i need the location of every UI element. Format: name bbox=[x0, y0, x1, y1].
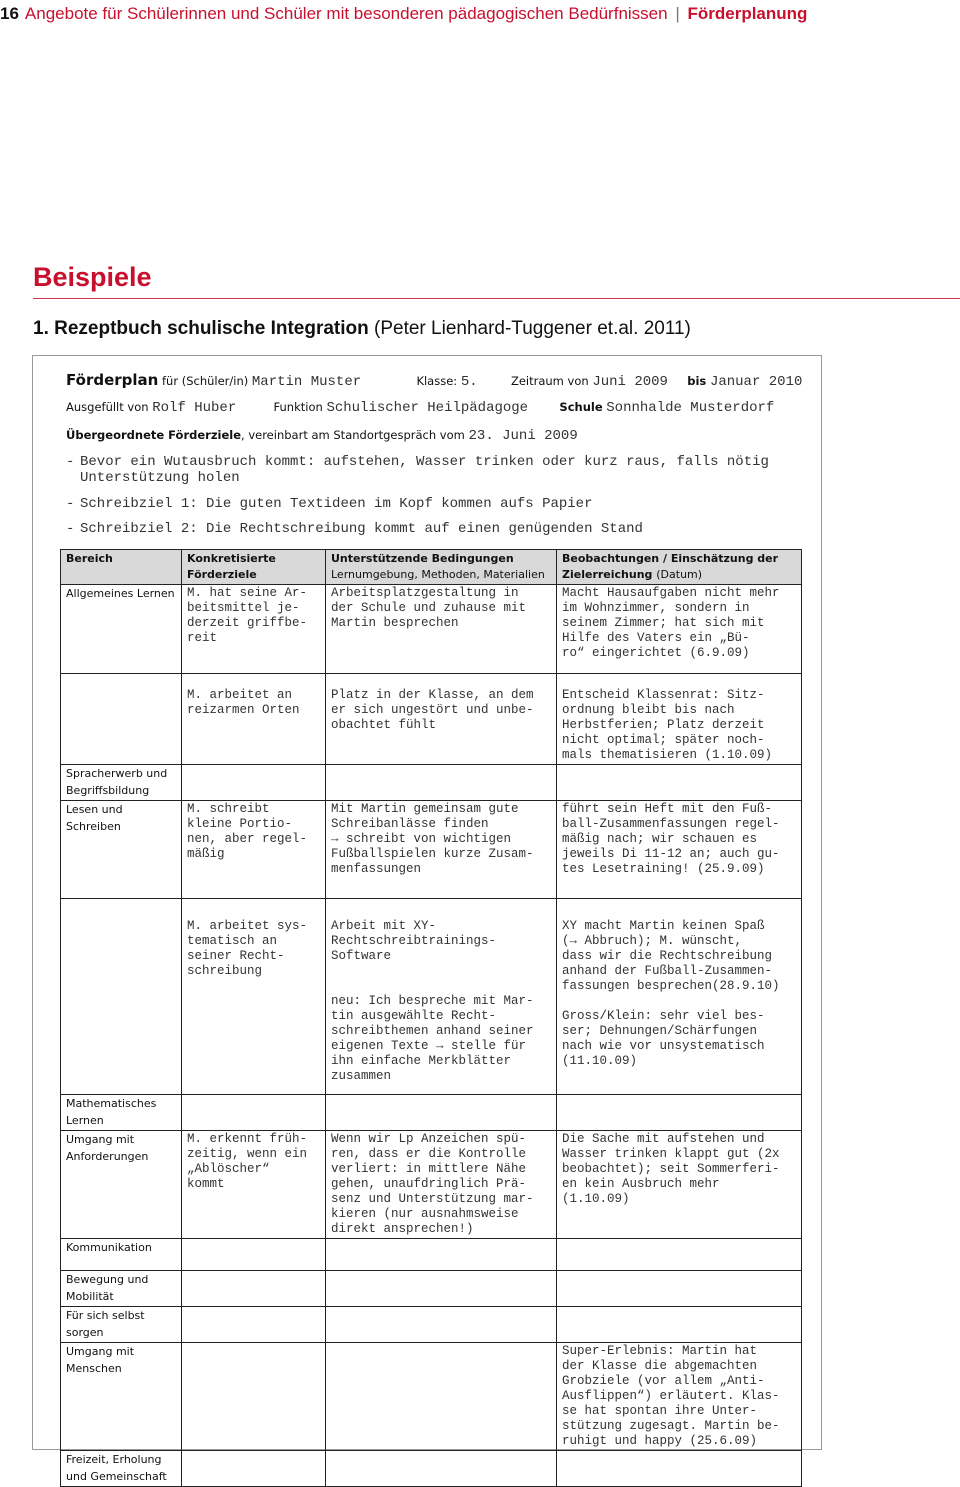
area-cell: Mathematisches Lernen bbox=[61, 1095, 182, 1131]
filled-by: Rolf Huber bbox=[152, 400, 237, 416]
area-cell: Spracherwerb und Begriffsbildung bbox=[61, 765, 182, 801]
area-cell: Lesen und Schreiben bbox=[61, 801, 182, 899]
area-cell: Kommunikation bbox=[61, 1239, 182, 1271]
observation-cell bbox=[557, 1451, 802, 1487]
area-cell: Für sich selbst sorgen bbox=[61, 1307, 182, 1343]
goal-item: - Bevor ein Wutausbruch kommt: aufstehen, Wasser trinken oder kurz raus, falls nötig Unterstützung holen bbox=[66, 454, 806, 486]
condition-cell bbox=[326, 1095, 557, 1131]
area-cell: Freizeit, Erholung und Gemeinschaft bbox=[61, 1451, 182, 1487]
student-name: Martin Muster bbox=[251, 374, 362, 390]
header-goals: Konkretisierte Förderziele bbox=[182, 550, 326, 585]
period-from: Juni 2009 bbox=[592, 374, 668, 390]
section-title: Beispiele bbox=[33, 262, 152, 292]
goal-text: Schreibziel 1: Die guten Textideen im Kopf kommen aufs Papier bbox=[80, 496, 593, 512]
observation-cell: XY macht Martin keinen Spaß (→ Abbruch); M. wünscht, dass wir die Rechtschreibung anhand der Fußball-Zusammen- fassungen besprechen(28.9.10) Gross/Klein: sehr viel bes- ser; Dehnungen/Schärfungen nach wie vor unsystematisch (11.10.09) bbox=[557, 899, 802, 1095]
area-cell: Umgang mit Menschen bbox=[61, 1343, 182, 1451]
goals-date: 23. Juni 2009 bbox=[468, 428, 578, 444]
table-row bbox=[61, 1343, 802, 1451]
form-header-line-2 bbox=[66, 400, 774, 416]
section-divider bbox=[33, 298, 960, 299]
example-subtitle-citation: (Peter Lienhard-Tuggener et.al. 2011) bbox=[374, 318, 691, 339]
running-head-section: Förderplanung bbox=[687, 4, 808, 23]
header-area: Bereich bbox=[61, 550, 182, 585]
observation-cell: Super-Erlebnis: Martin hat der Klasse die abgemachten Grobziele (vor allem „Anti- Ausflippen“) erläutert. Klas- se hat spontan ihre Unter- stützung zugesagt. Martin be- ruhigt und happy (25.6.09) bbox=[557, 1343, 802, 1451]
period-from-label: Zeitraum von bbox=[510, 374, 589, 388]
function-value: Schulischer Heilpädagoge bbox=[326, 400, 529, 416]
area-cell: Bewegung und Mobilität bbox=[61, 1271, 182, 1307]
goal-item: - Schreibziel 2: Die Rechtschreibung kommt auf einen genügenden Stand bbox=[66, 521, 806, 537]
table-row bbox=[61, 765, 802, 801]
header-observations: Beobachtungen / Einschätzung der Zielerreichung (Datum) bbox=[557, 550, 802, 585]
goals-label: Übergeordnete Förderziele bbox=[66, 428, 242, 442]
goal-cell: M. schreibt kleine Portio- nen, aber regel- mäßig bbox=[182, 801, 326, 899]
condition-cell bbox=[326, 1271, 557, 1307]
area-cell bbox=[61, 674, 182, 765]
area-cell: Umgang mit Anforderungen bbox=[61, 1131, 182, 1239]
condition-cell bbox=[326, 1451, 557, 1487]
goals-label-rest: , vereinbart am Standortgespräch vom bbox=[241, 428, 465, 442]
form-title: Förderplan bbox=[66, 371, 159, 389]
form-header-line-3 bbox=[66, 428, 578, 444]
table-header-row bbox=[61, 550, 802, 585]
goal-cell bbox=[182, 1307, 326, 1343]
observation-cell: Die Sache mit aufstehen und Wasser trinken klappt gut (2x beobachtet); seit Sommerferi- en kein Ausbruch mehr (1.10.09) bbox=[557, 1131, 802, 1239]
goal-cell bbox=[182, 1271, 326, 1307]
goal-cell: M. arbeitet an reizarmen Orten bbox=[182, 674, 326, 765]
goal-text: Schreibziel 2: Die Rechtschreibung kommt auf einen genügenden Stand bbox=[80, 521, 643, 537]
condition-cell bbox=[326, 1239, 557, 1271]
table-row bbox=[61, 1095, 802, 1131]
condition-cell: Mit Martin gemeinsam gute Schreibanlässe finden → schreibt von wichtigen Fußballspielen kurze Zusam- menfassungen bbox=[326, 801, 557, 899]
observation-cell: Macht Hausaufgaben nicht mehr im Wohnzimmer, sondern in seinem Zimmer; hat sich mit Hilfe des Vaters ein „Bü- ro“ eingerichtet (6.9.09) bbox=[557, 585, 802, 674]
observation-cell bbox=[557, 765, 802, 801]
period-to-label: bis bbox=[687, 374, 707, 388]
goal-text: Bevor ein Wutausbruch kommt: aufstehen, Wasser trinken oder kurz raus, falls nötig Unterstützung holen bbox=[80, 454, 769, 486]
goal-cell: M. arbeitet sys- tematisch an seiner Recht- schreibung bbox=[182, 899, 326, 1095]
running-head-separator: | bbox=[675, 4, 680, 23]
table-row bbox=[61, 1451, 802, 1487]
class-value: 5. bbox=[460, 374, 478, 390]
running-head-text: Angebote für Schülerinnen und Schüler mit besonderen pädagogischen Bedürfnissen bbox=[24, 4, 668, 23]
condition-cell bbox=[326, 1307, 557, 1343]
table-row bbox=[61, 1131, 802, 1239]
condition-cell bbox=[326, 1343, 557, 1451]
filled-by-label: Ausgefüllt von bbox=[66, 400, 149, 414]
class-label: Klasse: bbox=[416, 374, 458, 388]
observation-cell bbox=[557, 1239, 802, 1271]
page-number: 16 bbox=[0, 4, 19, 23]
observation-cell: Entscheid Klassenrat: Sitz- ordnung bleibt bis nach Herbstferien; Platz derzeit nicht optimal; später noch- mals thematisieren (1.10.09) bbox=[557, 674, 802, 765]
table-row bbox=[61, 801, 802, 899]
form-header-line-1 bbox=[66, 371, 802, 390]
area-cell bbox=[61, 899, 182, 1095]
goal-cell bbox=[182, 1451, 326, 1487]
condition-cell: Wenn wir Lp Anzeichen spü- ren, dass er die Kontrolle verliert: in mittlere Nähe gehen, unaufdringlich Prä- senz und Unterstützung mar- kieren (nur ausnahmsweise direkt ansprechen!) bbox=[326, 1131, 557, 1239]
example-subtitle bbox=[33, 318, 691, 340]
running-head bbox=[0, 4, 807, 24]
area-cell: Allgemeines Lernen bbox=[61, 585, 182, 674]
student-label: für (Schüler/in) bbox=[162, 374, 249, 388]
goal-item: - Schreibziel 1: Die guten Textideen im Kopf kommen aufs Papier bbox=[66, 496, 806, 512]
foerderplan-table bbox=[60, 549, 802, 1487]
observation-cell bbox=[557, 1271, 802, 1307]
header-conditions-sub: Lernumgebung, Methoden, Materialien bbox=[331, 568, 545, 581]
goal-cell bbox=[182, 765, 326, 801]
function-label: Funktion bbox=[273, 400, 323, 414]
goal-cell bbox=[182, 1239, 326, 1271]
school-value: Sonnhalde Musterdorf bbox=[606, 400, 775, 416]
observation-cell bbox=[557, 1095, 802, 1131]
condition-cell bbox=[326, 765, 557, 801]
condition-cell: Arbeitsplatzgestaltung in der Schule und zuhause mit Martin besprechen bbox=[326, 585, 557, 674]
table-row bbox=[61, 1307, 802, 1343]
goal-cell bbox=[182, 1343, 326, 1451]
header-conditions: Unterstützende Bedingungen Lernumgebung, Methoden, Materialien bbox=[326, 550, 557, 585]
table-row bbox=[61, 899, 802, 1095]
table-row bbox=[61, 585, 802, 674]
observation-cell: führt sein Heft mit den Fuß- ball-Zusammenfassungen regel- mäßig nach; wir schauen es jeweils Di 11-12 an; auch gu- tes Lesetraining! (25.9.09) bbox=[557, 801, 802, 899]
goal-cell: M. erkennt früh- zeitig, wenn ein „Ablöscher“ kommt bbox=[182, 1131, 326, 1239]
period-to: Januar 2010 bbox=[709, 374, 803, 390]
table-row bbox=[61, 674, 802, 765]
example-subtitle-bold: 1. Rezeptbuch schulische Integration bbox=[33, 318, 369, 339]
table-row bbox=[61, 1271, 802, 1307]
observation-cell bbox=[557, 1307, 802, 1343]
school-label: Schule bbox=[559, 400, 603, 414]
goal-cell bbox=[182, 1095, 326, 1131]
goal-cell: M. hat seine Ar- beitsmittel je- derzeit griffbe- reit bbox=[182, 585, 326, 674]
table-row bbox=[61, 1239, 802, 1271]
condition-cell: Arbeit mit XY- Rechtschreibtrainings- Software neu: Ich bespreche mit Mar- tin ausgewählte Recht- schreibthemen anhand seiner eigenen Texte → stelle für ihn einfache Merkblätter zusammen bbox=[326, 899, 557, 1095]
condition-cell: Platz in der Klasse, an dem er sich ungestört und unbe- obachtet fühlt bbox=[326, 674, 557, 765]
header-observations-sub: (Datum) bbox=[656, 568, 703, 581]
